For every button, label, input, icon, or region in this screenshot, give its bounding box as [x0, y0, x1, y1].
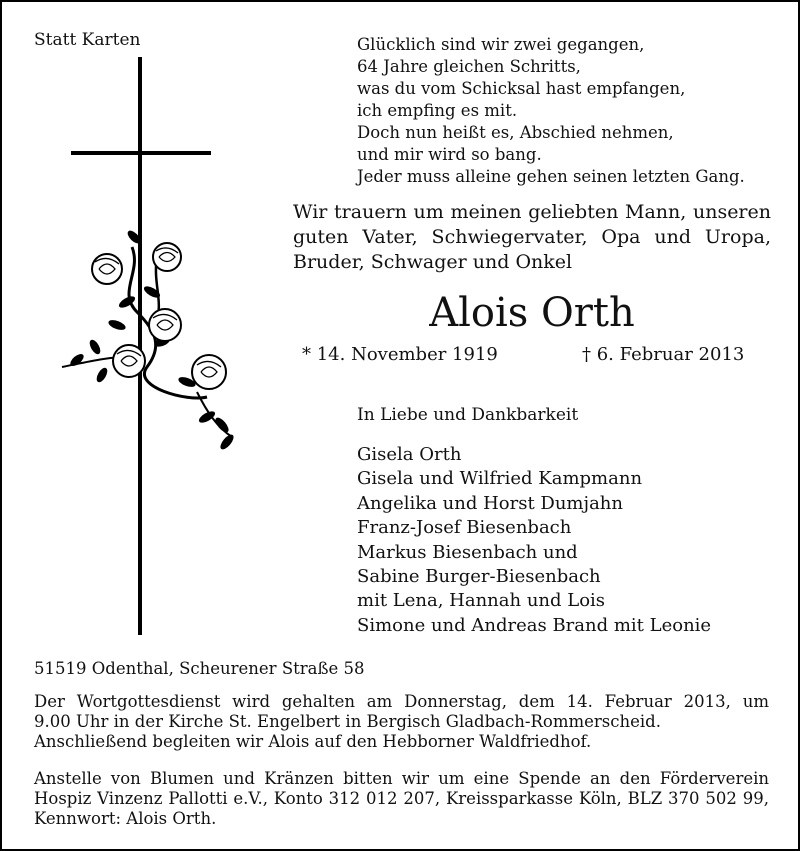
death-date: † 6. Februar 2013	[582, 344, 745, 365]
cross-with-roses-icon	[57, 57, 257, 637]
address: 51519 Odenthal, Scheurener Straße 58	[34, 659, 365, 678]
mourner-name: Markus Biesenbach und	[357, 541, 578, 563]
donation-line: Hospiz Vinzenz Pallotti e.V., Konto 312 012 207, Kreissparkasse Köln, BLZ 370 502 99,	[34, 789, 769, 808]
poem-line: und mir wird so bang.	[357, 145, 542, 164]
mourner-name: Simone und Andreas Brand mit Leonie	[357, 614, 712, 636]
mourner-name: Sabine Burger-Biesenbach	[357, 566, 601, 588]
poem-line: was du vom Schicksal hast empfangen,	[357, 79, 686, 98]
intro-line: guten Vater, Schwiegervater, Opa und Uropa,	[293, 226, 771, 248]
service-line: Der Wortgottesdienst wird gehalten am Donnerstag, dem 14. Februar 2013, um	[34, 692, 769, 711]
poem-line: Glücklich sind wir zwei gegangen,	[357, 35, 645, 54]
mourner-name: Gisela und Wilfried Kampmann	[357, 468, 643, 490]
poem-line: Jeder muss alleine gehen seinen letzten Gang.	[357, 167, 745, 186]
mourner-name: Franz-Josef Biesenbach	[357, 517, 572, 539]
mourners-list	[357, 443, 711, 638]
service-info	[34, 692, 769, 752]
mourning-intro	[293, 200, 771, 275]
intro-line: Bruder, Schwager und Onkel	[293, 251, 573, 273]
poem-line: 64 Jahre gleichen Schritts,	[357, 57, 581, 76]
birth-date: * 14. November 1919	[302, 344, 498, 365]
service-line: Anschließend begleiten wir Alois auf den Hebborner Waldfriedhof.	[34, 732, 592, 751]
donation-line: Kennwort: Alois Orth.	[34, 809, 217, 828]
donation-line: Anstelle von Blumen und Kränzen bitten wir um eine Spende an den Förderverein	[34, 769, 769, 788]
mourners-intro: In Liebe und Dankbarkeit	[357, 405, 579, 425]
poem-line: Doch nun heißt es, Abschied nehmen,	[357, 123, 674, 142]
mourner-name: Angelika und Horst Dumjahn	[357, 492, 623, 514]
donation-info	[34, 769, 769, 829]
intro-line: Wir trauern um meinen geliebten Mann, unseren	[293, 201, 771, 223]
poem-line: ich empfing es mit.	[357, 101, 518, 120]
deceased-name: Alois Orth	[429, 290, 635, 336]
mourner-name: mit Lena, Hannah und Lois	[357, 590, 606, 612]
statt-karten-label: Statt Karten	[34, 30, 141, 50]
poem	[357, 34, 745, 188]
service-line: 9.00 Uhr in der Kirche St. Engelbert in Bergisch Gladbach-Rommerscheid.	[34, 712, 661, 731]
mourner-name: Gisela Orth	[357, 444, 462, 465]
